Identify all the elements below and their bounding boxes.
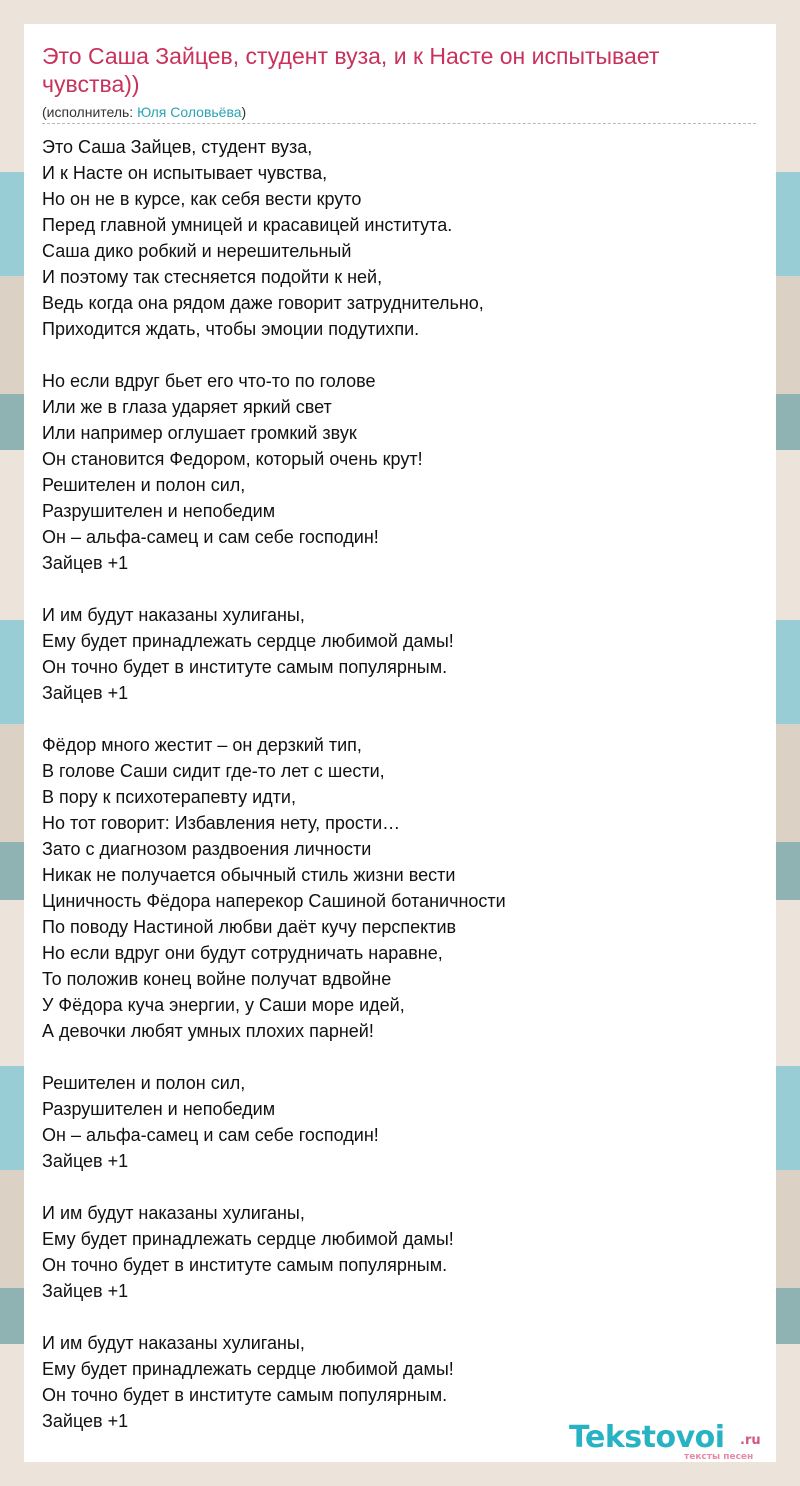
lyrics-line: Ему будет принадлежать сердце любимой дамы! (42, 631, 454, 651)
lyrics-line: Но если вдруг они будут сотрудничать наравне, (42, 943, 443, 963)
lyrics-text (42, 134, 762, 1460)
lyrics-line: Зайцев +1 (42, 1151, 129, 1171)
lyrics-line: Никак не получается обычный стиль жизни вести (42, 865, 456, 885)
lyrics-line: По поводу Настиной любви даёт кучу перспектив (42, 917, 457, 937)
lyrics-line: Зайцев +1 (42, 1281, 129, 1301)
lyrics-stanza (42, 368, 762, 576)
lyrics-line: Ему будет принадлежать сердце любимой дамы! (42, 1359, 454, 1379)
lyrics-line: И им будут наказаны хулиганы, (42, 605, 305, 625)
lyrics-line: Решителен и полон сил, (42, 475, 246, 495)
lyrics-stanza (42, 602, 762, 706)
lyrics-line: Он становится Федором, который очень крут! (42, 449, 423, 469)
lyrics-line: Но если вдруг бьет его что-то по голове (42, 371, 376, 391)
lyrics-line: Зато с диагнозом раздвоения личности (42, 839, 372, 859)
dashed-divider (42, 123, 756, 124)
lyrics-line: И им будут наказаны хулиганы, (42, 1333, 305, 1353)
performer-suffix: ) (241, 104, 247, 120)
lyrics-line: Фёдор много жестит – он дерзкий тип, (42, 735, 362, 755)
lyrics-line: Но он не в курсе, как себя вести круто (42, 189, 362, 209)
lyrics-line: Решителен и полон сил, (42, 1073, 246, 1093)
lyrics-line: В пору к психотерапевту идти, (42, 787, 296, 807)
lyrics-stanza (42, 1200, 762, 1304)
lyrics-line: И поэтому так стесняется подойти к ней, (42, 267, 383, 287)
lyrics-line: Он точно будет в институте самым популярным. (42, 1255, 448, 1275)
lyrics-card (24, 24, 776, 1462)
lyrics-line: Перед главной умницей и красавицей института. (42, 215, 453, 235)
logo-tagline: тексты песен (684, 1452, 754, 1462)
lyrics-stanza (42, 732, 762, 1044)
lyrics-line: Приходится ждать, чтобы эмоции подутихпи. (42, 319, 420, 339)
lyrics-line: Циничность Фёдора наперекор Сашиной ботаничности (42, 891, 506, 911)
lyrics-line: А девочки любят умных плохих парней! (42, 1021, 374, 1041)
lyrics-stanza (42, 134, 762, 342)
lyrics-line: Или например оглушает громкий звук (42, 423, 357, 443)
lyrics-line: Но тот говорит: Избавления нету, прости… (42, 813, 401, 833)
artist-link[interactable]: Юля Соловьёва (137, 104, 242, 120)
performer-line (42, 103, 246, 121)
lyrics-line: Ему будет принадлежать сердце любимой дамы! (42, 1229, 454, 1249)
lyrics-line: И к Насте он испытывает чувства, (42, 163, 328, 183)
lyrics-line: В голове Саши сидит где-то лет с шести, (42, 761, 385, 781)
lyrics-line: Он – альфа-самец и сам себе господин! (42, 527, 379, 547)
lyrics-line: Зайцев +1 (42, 1411, 129, 1431)
lyrics-line: Зайцев +1 (42, 683, 129, 703)
performer-prefix: (исполнитель: (42, 104, 138, 120)
lyrics-line: Он точно будет в институте самым популярным. (42, 1385, 448, 1405)
lyrics-line: Ведь когда она рядом даже говорит затруднительно, (42, 293, 484, 313)
lyrics-line: И им будут наказаны хулиганы, (42, 1203, 305, 1223)
lyrics-line: Или же в глаза ударяет яркий свет (42, 397, 332, 417)
lyrics-stanza (42, 1070, 762, 1174)
lyrics-line: Он точно будет в институте самым популярным. (42, 657, 448, 677)
lyrics-line: Разрушителен и непобедим (42, 501, 276, 521)
song-title: Это Саша Зайцев, студент вуза, и к Насте он испытывает чувства)) (42, 43, 660, 97)
lyrics-line: То положив конец войне получат вдвойне (42, 969, 392, 989)
lyrics-stanza (42, 1330, 762, 1434)
lyrics-line: Он – альфа-самец и сам себе господин! (42, 1125, 379, 1145)
lyrics-line: Это Саша Зайцев, студент вуза, (42, 137, 313, 157)
lyrics-line: У Фёдора куча энергии, у Саши море идей, (42, 995, 405, 1015)
logo-wordmark: Tekstovoi (569, 1420, 725, 1455)
site-logo[interactable] (569, 1422, 779, 1462)
lyrics-line: Зайцев +1 (42, 553, 129, 573)
lyrics-line: Саша дико робкий и нерешительный (42, 241, 352, 261)
logo-domain: .ru (740, 1433, 761, 1448)
lyrics-line: Разрушителен и непобедим (42, 1099, 276, 1119)
